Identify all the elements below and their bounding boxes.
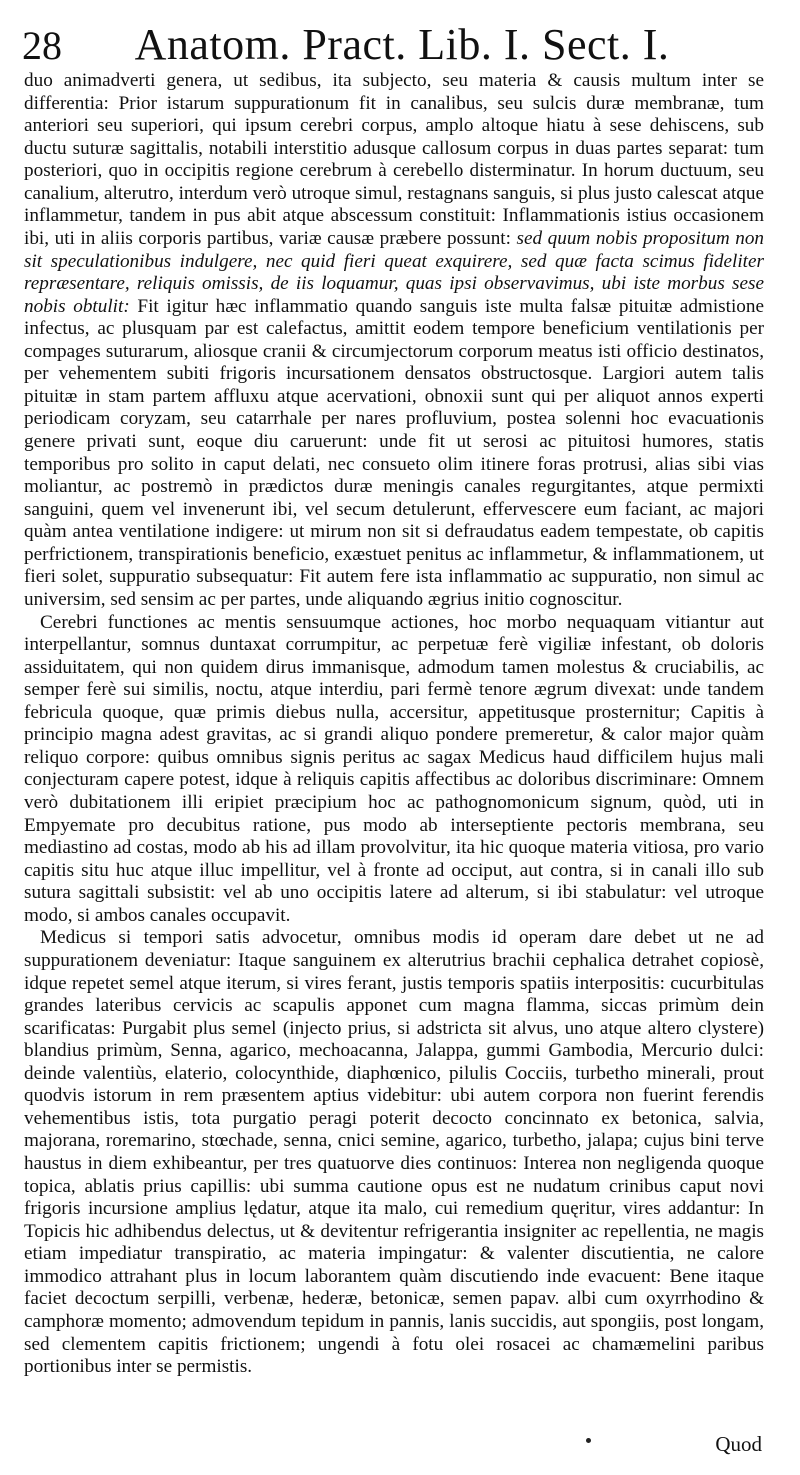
page-number: 28 <box>22 23 62 68</box>
paragraph-3-text: Medicus si tempori satis advocetur, omnibus modis id operam dare debet ut ne ad suppurationem deveniatur: Itaque sanguinem ex alterutrius brachii cephalica detrahet copiosè, idque repetet semel atque iterum, si vires ferant, justis temporis spatiis interpositis: cucurbitulas grandes lateribus cervicis ac scapulis apponet cum magna flamma, siccas primùm dein scarificatas: Purgabit plus semel (injecto prius, si adstricta sit alvus, uno atque altero clystere) blandius primùm, Senna, agarico, mechoacanna, Jalappa, gummi Gambodia, Mercurio dulci: deinde valentiùs, elaterio, colocynthide, diaphœnico, pilulis Cocciis, turbetho minerali, prout quodvis istorum in rem præsentem aptius videbitur: ubi autem corpora non fuerint ferendis vehementibus istis, tota purgatio peragi poterit decocto concinnato ex betonica, salvia, majorana, roremarino, stœchade, senna, cnici semine, agarico, turbetho, jalapa; cujus bini terve haustus in diem exhibeantur, per tres quatuorve dies continuos: Interea non negligenda quoque topica, ablatis prius capillis: ubi summa cautione opus est ne nudatum crinibus caput novi frigoris incursione amplius lędatur, atque ita malo, cui remedium quęritur, vires addantur: In Topicis hic adhibendus delectus, ut & devitentur refrigerantia insigniter ac repellentia, ne magis etiam impediatur transpiratio, ac materia impingatur: & valenter discutientia, ne calore immodico attrahant plus in locum laborantem quàm discutiendo inde evacuent: Bene itaque faciet decoctum serpilli, verbenæ, hederæ, betonicæ, semen papav. albi cum oxyrrhodino & camphoræ momento; admovendum tepidum in pannis, lanis succidis, aut spongiis, post longam, sed clementem capitis frictionem; ungendi à fotu olei rosacei ac chamæmelini paribus portionibus inter se permistis. <box>24 927 764 1378</box>
paragraph-1-italic-passage: sed quum nobis propositum non sit speculationibus indulgere, nec quid fieri queat exquirere, sed quæ facta scimus fideliter repræsentare, reliquis omissis, de iis loquamur, quas ipsi observavimus, ubi iste morbus sese nobis obtulit: <box>24 227 765 317</box>
paragraph-1-continuation: Fit igitur hæc inflammatio quando sanguis iste multa falsæ pituitæ admistione infectus, ac plusquam par est calefactus, amittit eodem tempore beneficium ventilationis per compages suturarum, aliosque cranii & circumjectorum corporum meatus isti officio destinatos, per vehementem subiti frigoris incursationem densatos obstructosque. Largiori autem talis pituitæ in stam partem affluxu atque acervationi, obnoxii sunt qui per aliquot annos experti periodicam coryzam, seu catarrhale per nares profluvium, postea solenni hoc evacuationis genere privati sunt, eoque diu caruerunt: unde fit ut serosi ac pituitosi humores, statis temporibus pro solito in caput delati, nec consueto olim itinere foras protrusi, alias sibi vias moliantur, ac postremò in prædictos duræ meningis canales regurgitantes, atque permixti sanguini, quem vel invenerunt ibi, vel secum detulerunt, effervescere eum faciant, ac majori quàm antea ventilatione indigere: ut mirum non sit si defraudatus eadem tempestate, ob capitis perfrictionem, transpirationis beneficio, exæstuet penitus ac inflammetur, & inflammationem, ut fieri solet, suppuratio subsequatur: Fit autem fere ista inflammatio ac suppuratio, non simul ac universim, sed sensim ac per partes, unde aliquando ægrius initio cognoscitur. <box>24 295 764 610</box>
paragraph-1 <box>24 70 764 612</box>
ink-dot <box>586 1438 591 1443</box>
paragraph-2-text: Cerebri functiones ac mentis sensuumque actiones, hoc morbo nequaquam vitiantur aut interpellantur, somnus duntaxat corrumpitur, ac perpetuæ ferè vigiliæ infestant, ob doloris assiduitatem, qui non quidem dirus immanisque, admodum tamen molestus & cruciabilis, ac semper ferè sui similis, noctu, atque interdiu, pari fermè tenore ægrum divexat: unde tandem febricula quoque, quæ primis diebus nulla, accersitur, appetitusque prosternitur; Capitis à principio magna adest gravitas, ac si grandi aliquo pondere premeretur, & calor major quàm reliquo corpore: quibus omnibus signis peritus ac sagax Medicus haud difficilem hujus mali conjecturam capere potest, idque à reliquis capitis affectibus ac doloribus discriminare: Omnem verò dubitationem illi eripiet præcipium hoc ac pathognomonicum signum, quòd, uti in Empyemate pro decubitus ratione, pus modo ab interseptiente pectoris membrana, seu mediastino ad costas, modo ab his ad illam provolvitur, ita hic quoque materia vitiosa, pro vario capitis situ huc atque illuc impellitur, vel à fronte ad occiput, aut contra, si in canali illo sub sutura sagittali subsistit: vel ab uno occipitis latere ad alterum, si ibi stabulatur: vel utroque modo, si ambos canales occupavit. <box>24 611 764 926</box>
paragraph-1-text: duo animadverti genera, ut sedibus, ita subjecto, seu materia & causis multum inter se differentia: Prior istarum suppurationum fit in canalibus, seu sulcis duræ membranæ, tum anteriori seu superiori, qui ipsum cerebri corpus, amplo altoque hiatu à sese dehiscens, sub ductu suturæ sagittalis, notabili interstitio adusque callosum corpus in duas partes separat: tum posteriori, quo in occipitis regione cerebrum à cerebello disterminatur. In horum ductuum, seu canalium, alterutro, interdum verò utroque simul, restagnans sanguis, si plus justo calescat atque inflammetur, tandem in pus abit atque abscessum constituit: Inflammationis istius occasionem ibi, uti in aliis corporis partibus, variæ causæ præbere possunt: <box>24 70 764 249</box>
body-text <box>24 70 764 1379</box>
paragraph-3 <box>24 927 764 1378</box>
page-header <box>22 14 782 70</box>
catchword: Quod <box>715 1432 762 1456</box>
paragraph-2 <box>24 612 764 928</box>
running-title: Anatom. Pract. Lib. I. Sect. I. <box>134 20 670 69</box>
